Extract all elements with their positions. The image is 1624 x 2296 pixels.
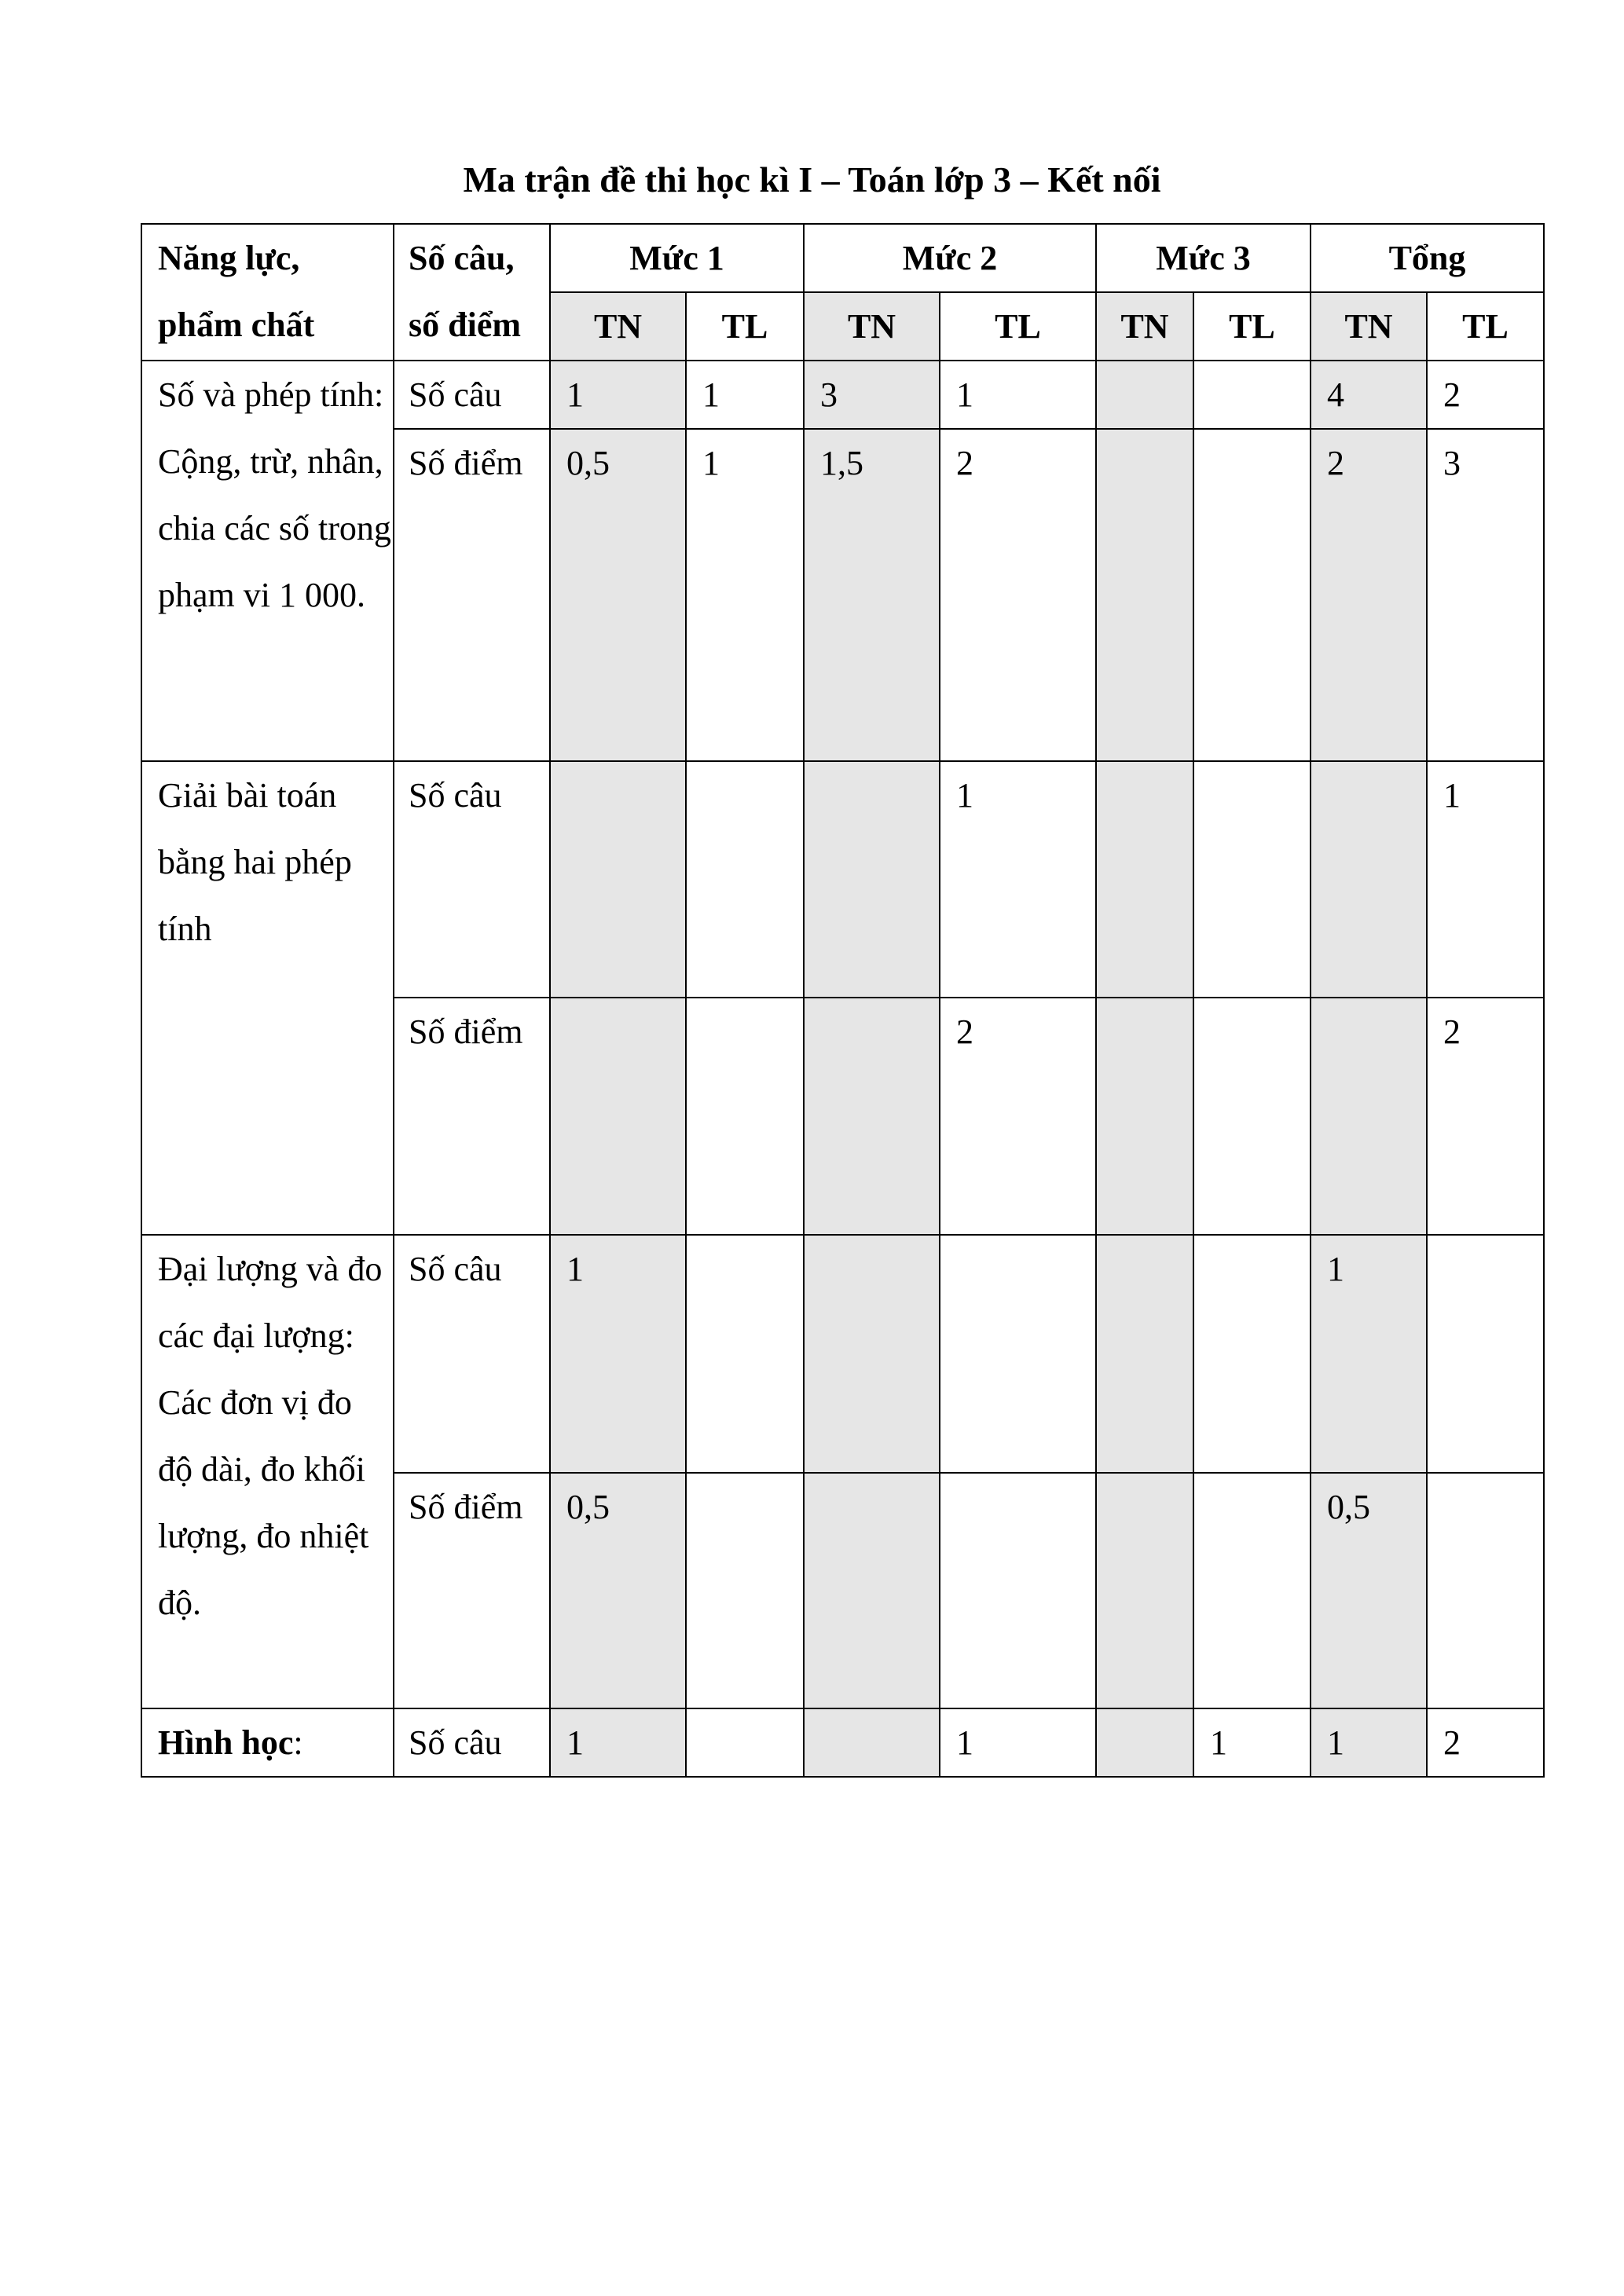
- cell: [1193, 429, 1311, 761]
- cell: 3: [804, 361, 940, 429]
- cell: [1193, 1473, 1311, 1708]
- cell: [686, 998, 804, 1235]
- cell: 1: [1311, 1708, 1427, 1777]
- cell: [1096, 429, 1193, 761]
- table-row: [141, 1708, 1544, 1777]
- cell: [804, 1473, 940, 1708]
- cell: 2: [1427, 1708, 1544, 1777]
- cell: 2: [940, 998, 1096, 1235]
- header-level-1: Mức 1: [550, 224, 804, 292]
- header-total: Tổng: [1311, 224, 1544, 292]
- cell: [940, 1473, 1096, 1708]
- page-title: Ma trận đề thi học kì I – Toán lớp 3 – Kết nối: [463, 159, 1161, 200]
- topic-cell: Đại lượng và đo các đại lượng: Các đơn vị đo độ dài, đo khối lượng, đo nhiệt độ.: [141, 1235, 394, 1708]
- cell: 2: [940, 429, 1096, 761]
- cell: 4: [1311, 361, 1427, 429]
- cell: 1: [1193, 1708, 1311, 1777]
- cell: [686, 1235, 804, 1473]
- exam-matrix-table: [141, 223, 1545, 1778]
- cell: [686, 1473, 804, 1708]
- row-label: Số câu: [394, 1708, 550, 1777]
- cell: [940, 1235, 1096, 1473]
- cell: [804, 761, 940, 998]
- row-label: Số câu: [394, 1235, 550, 1473]
- cell: [1427, 1473, 1544, 1708]
- topic-cell: Số và phép tính: Cộng, trừ, nhân, chia các số trong phạm vi 1 000.: [141, 361, 394, 761]
- header-tl: TL: [686, 292, 804, 361]
- row-label: Số câu: [394, 361, 550, 429]
- row-label: Số điểm: [394, 1473, 550, 1708]
- cell: [686, 761, 804, 998]
- cell: 1: [1311, 1235, 1427, 1473]
- cell: 2: [1427, 361, 1544, 429]
- topic-bold: Hình học: [158, 1723, 294, 1762]
- cell: [1096, 1473, 1193, 1708]
- row-label: Số điểm: [394, 998, 550, 1235]
- cell: [1193, 361, 1311, 429]
- cell: [550, 998, 686, 1235]
- cell: [1096, 761, 1193, 998]
- cell: [1193, 998, 1311, 1235]
- cell: 1: [686, 361, 804, 429]
- header-level-2: Mức 2: [804, 224, 1096, 292]
- cell: 1: [940, 1708, 1096, 1777]
- header-tn: TN: [1096, 292, 1193, 361]
- header-text: Năng lực,: [158, 239, 300, 277]
- topic-cell: [141, 1708, 394, 1777]
- cell: [1096, 361, 1193, 429]
- cell: 2: [1427, 998, 1544, 1235]
- cell: 3: [1427, 429, 1544, 761]
- header-tl: TL: [1427, 292, 1544, 361]
- cell: [1096, 998, 1193, 1235]
- cell: 0,5: [1311, 1473, 1427, 1708]
- cell: 1: [940, 761, 1096, 998]
- cell: 1: [550, 1708, 686, 1777]
- cell: [1096, 1708, 1193, 1777]
- cell: [804, 998, 940, 1235]
- cell: 1: [550, 361, 686, 429]
- table-row: [141, 761, 1544, 998]
- header-row-levels: [141, 224, 1544, 292]
- header-competency: [141, 224, 394, 361]
- cell: [1311, 998, 1427, 1235]
- topic-suffix: :: [293, 1723, 303, 1762]
- header-tl: TL: [1193, 292, 1311, 361]
- cell: 0,5: [550, 1473, 686, 1708]
- cell: 1: [940, 361, 1096, 429]
- row-label: Số điểm: [394, 429, 550, 761]
- header-level-3: Mức 3: [1096, 224, 1311, 292]
- table-row: [141, 1235, 1544, 1473]
- table-row: [141, 361, 1544, 429]
- cell: [1311, 761, 1427, 998]
- cell: 1: [550, 1235, 686, 1473]
- header-text: Số câu,: [409, 239, 515, 277]
- header-text: số điểm: [409, 306, 521, 344]
- cell: [1427, 1235, 1544, 1473]
- header-tn: TN: [1311, 292, 1427, 361]
- cell: [1096, 1235, 1193, 1473]
- cell: 1,5: [804, 429, 940, 761]
- cell: 2: [1311, 429, 1427, 761]
- cell: [686, 1708, 804, 1777]
- cell: [804, 1235, 940, 1473]
- cell: [804, 1708, 940, 1777]
- cell: [1193, 1235, 1311, 1473]
- header-tl: TL: [940, 292, 1096, 361]
- header-tn: TN: [804, 292, 940, 361]
- cell: [1193, 761, 1311, 998]
- cell: 0,5: [550, 429, 686, 761]
- cell: 1: [1427, 761, 1544, 998]
- header-count-score: [394, 224, 550, 361]
- row-label: Số câu: [394, 761, 550, 998]
- topic-cell: Giải bài toán bằng hai phép tính: [141, 761, 394, 1235]
- header-text: phẩm chất: [158, 306, 315, 344]
- cell: [550, 761, 686, 998]
- cell: 1: [686, 429, 804, 761]
- header-tn: TN: [550, 292, 686, 361]
